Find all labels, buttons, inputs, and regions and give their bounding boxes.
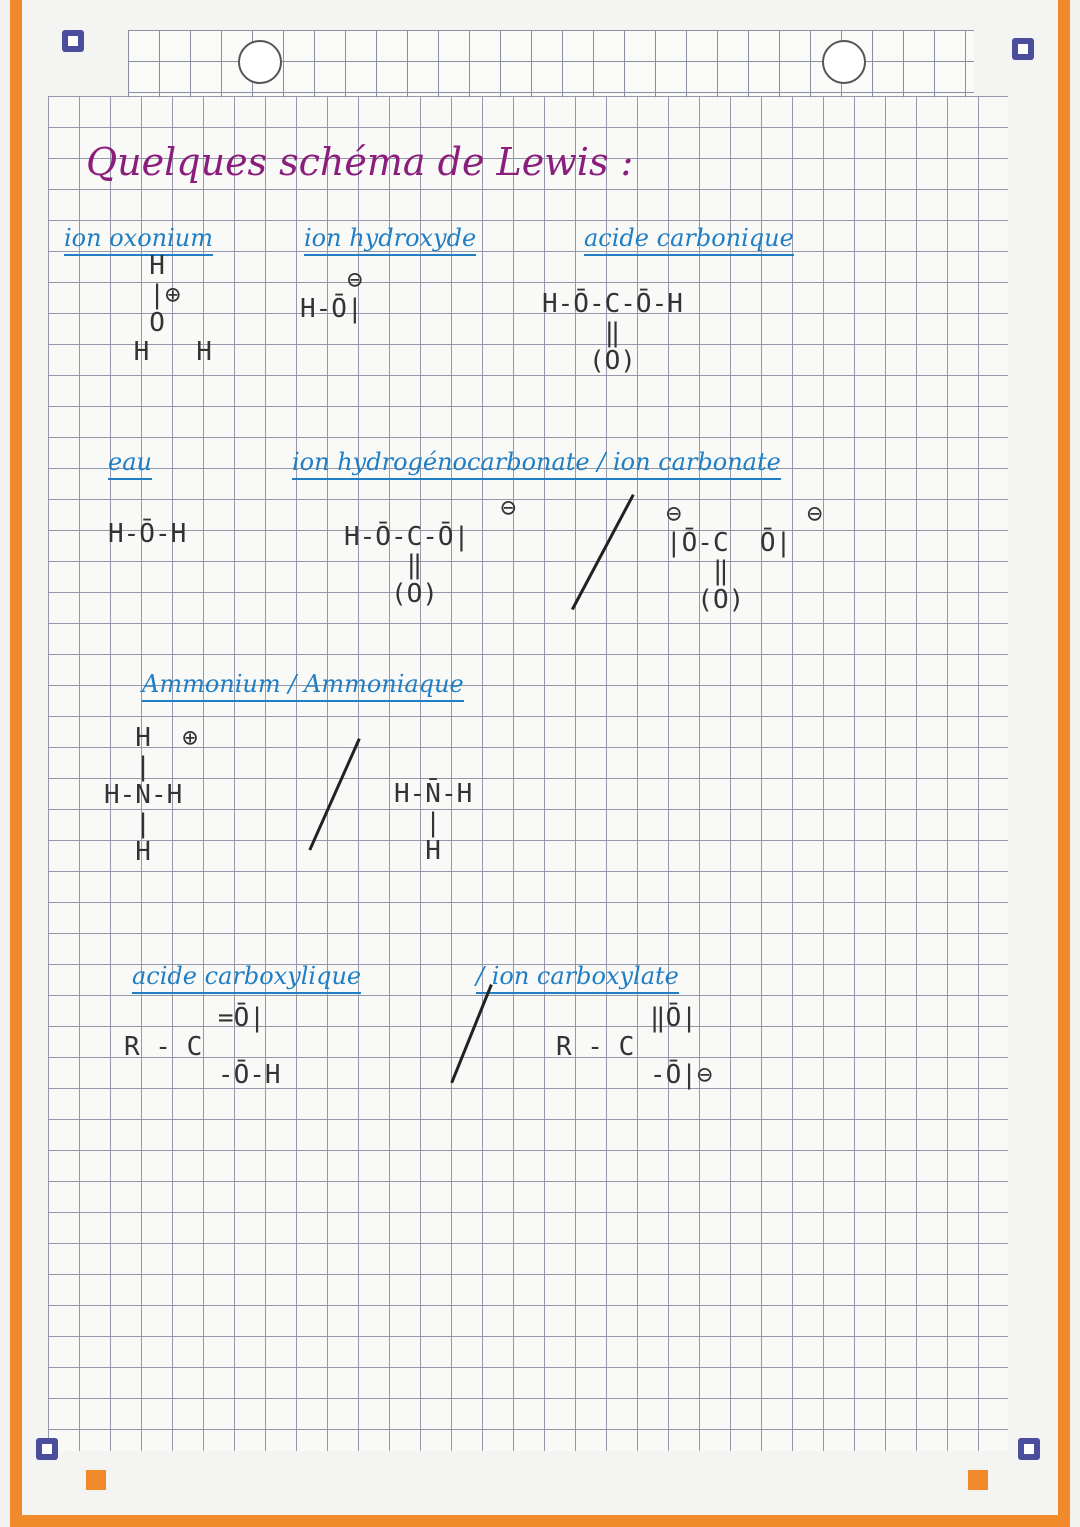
label-eau: eau	[108, 448, 152, 480]
formula-hydrogenocarbonate: ⊖ H-Ō-C-Ō| ‖ (O)	[344, 493, 517, 609]
formula-carboxylique: =Ō| R - C -Ō-H	[124, 1003, 281, 1091]
corner-mark-top-right-icon	[1012, 38, 1034, 60]
label-hydrogenocarbonate: ion hydrogénocarbonate / ion carbonate	[292, 448, 781, 480]
formula-hydroxyde: ⊖ H-Ō|	[300, 265, 363, 324]
formula-carbonate: ⊖ ⊖ |Ō-C Ō| ‖ (O)	[666, 499, 823, 615]
corner-mark-bottom-left-icon	[36, 1438, 58, 1460]
binder-hole-right-icon	[822, 40, 866, 84]
label-carbonique: acide carbonique	[584, 224, 794, 256]
page-title: Quelques schéma de Lewis :	[86, 140, 634, 184]
formula-eau: H-Ō-H	[108, 519, 187, 549]
label-oxonium: ion oxonium	[64, 224, 213, 256]
formula-ammoniaque: H-N̄-H | H	[394, 779, 473, 867]
label-carboxylique: acide carboxylique	[132, 962, 361, 994]
formula-carboxylate: ‖Ō| R - C -Ō|⊖	[556, 1003, 713, 1091]
binder-hole-left-icon	[238, 40, 282, 84]
label-hydroxyde: ion hydroxyde	[304, 224, 476, 256]
formula-oxonium: H |⊕ O H H	[133, 251, 212, 367]
formula-carbonique: H-Ō-C-Ō-H ‖ (O)	[542, 289, 683, 377]
corner-mark-bottom-right-icon	[1018, 1438, 1040, 1460]
orange-marker-left-icon	[86, 1470, 106, 1490]
label-carboxylate: / ion carboxylate	[476, 962, 679, 994]
formula-ammonium: H ⊕ | H-N-H | H	[104, 723, 198, 868]
corner-mark-top-left-icon	[62, 30, 84, 52]
label-ammonium: Ammonium / Ammoniaque	[142, 670, 464, 702]
orange-marker-right-icon	[968, 1470, 988, 1490]
